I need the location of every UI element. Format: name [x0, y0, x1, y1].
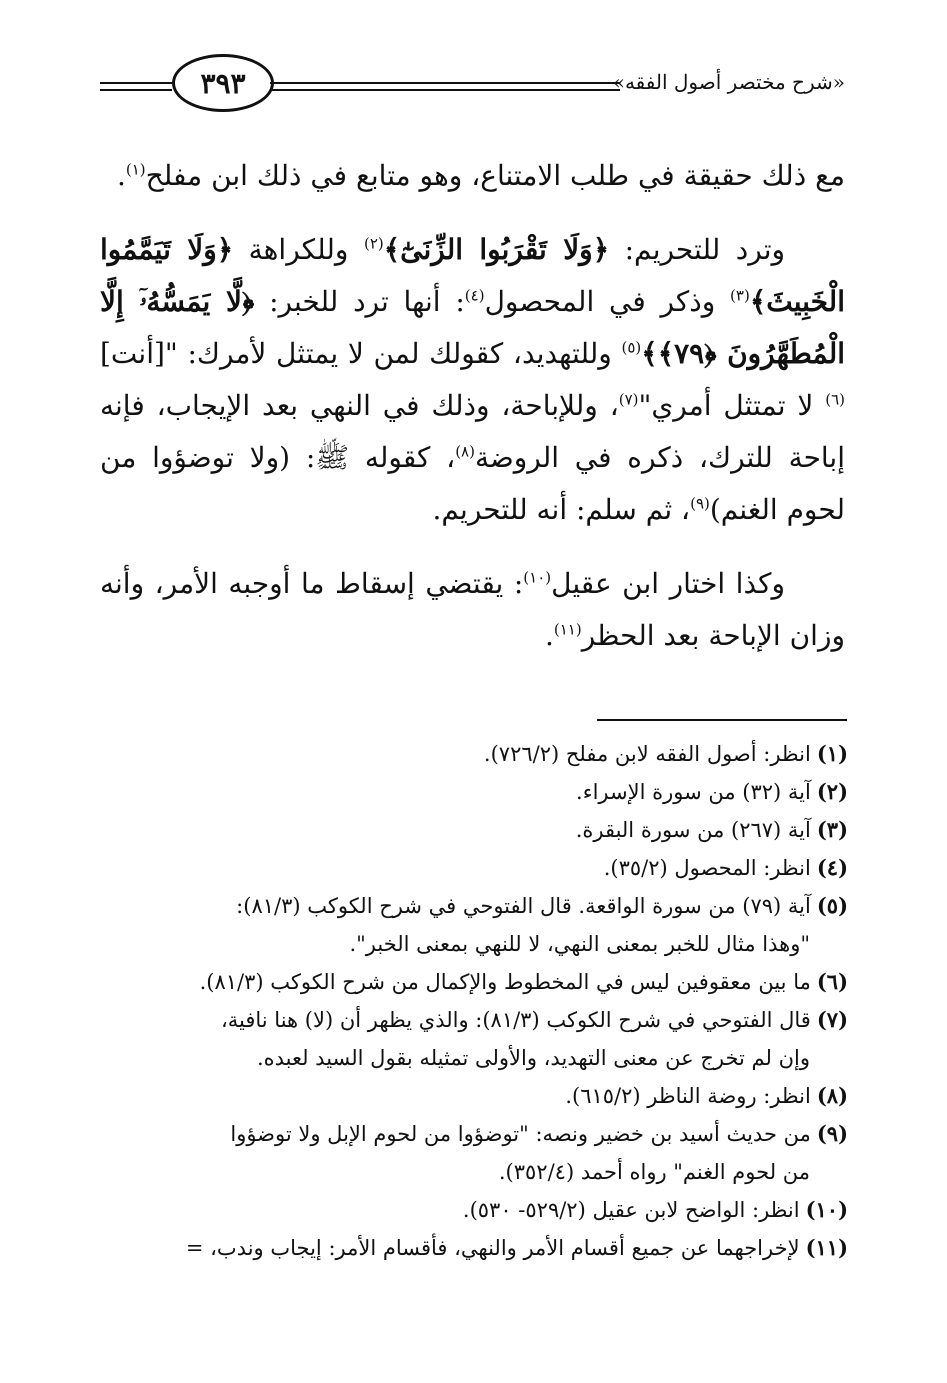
footnote-number: (٦) [816, 969, 848, 994]
header-rule-right [270, 82, 620, 91]
paragraph-2 [100, 224, 845, 536]
text-segment: وللتهديد، كقولك لمن لا يمتثل لأمرك: "[أنت] [100, 337, 622, 370]
footnotes [70, 735, 848, 1267]
footnote [70, 1191, 848, 1229]
footnote [70, 1077, 848, 1115]
text-segment: : يقتضي إسقاط ما أوجبه الأمر، وأنه وزان الإباحة بعد الحظر [100, 567, 845, 652]
footnote-continuation: "وهذا مثال للخبر بمعنى النهي، لا للنهي بمعنى الخبر". [349, 932, 810, 956]
footnote-text: انظر: المحصول (٣٥/٢). [603, 856, 811, 880]
footnote-ref-6: (٦) [825, 390, 846, 409]
footnote [70, 811, 848, 849]
footnote-number: (٣) [816, 817, 848, 842]
footnote-text: انظر: أصول الفقه لابن مفلح (٧٢٦/٢). [483, 742, 811, 766]
footnote-text: آية (٣٢) من سورة الإسراء. [576, 780, 811, 804]
footnote-number: (٨) [816, 1083, 848, 1108]
footnote-text: آية (٢٦٧) من سورة البقرة. [575, 818, 811, 842]
text-segment: لا تمتثل أمري" [638, 389, 826, 422]
footnote-text: قال الفتوحي في شرح الكوكب (٨١/٣): والذي يظهر أن (لا) هنا نافية، [220, 1008, 811, 1032]
quran-verse-3: ﴿لَّا يَمَسُّهُۥٓ إِلَّا الْمُطَهَّرُونَ ﴿٧٩﴾﴾ [100, 285, 845, 370]
text-segment: وذكر في المحصول [484, 285, 731, 318]
text-segment: ، وللإباحة، وذلك في النهي بعد الإيجاب، فإنه إباحة للترك، ذكره في الروضة [100, 389, 845, 474]
footnote-number: (٥) [816, 893, 848, 918]
main-text [100, 150, 845, 684]
header-rule-left [100, 82, 172, 91]
footnote-ref-10: (١٠) [523, 568, 552, 587]
page-number: ٣٩٣ [172, 54, 274, 112]
footnote-number: (١١) [805, 1235, 848, 1260]
footnote-text: ما بين معقوفين ليس في المخطوط والإكمال من شرح الكوكب (٨١/٣). [199, 970, 811, 994]
page-header [100, 52, 845, 112]
paragraph-3 [100, 558, 845, 662]
footnote-ref-4: (٤) [464, 286, 485, 305]
text-segment: وترد للتحريم: [609, 233, 786, 266]
footnote [70, 1001, 848, 1077]
text-segment: ، ثم سلم: أنه للتحريم. [432, 493, 691, 526]
footnote-number: (٧) [816, 1007, 848, 1032]
footnote-text: انظر: الواضح لابن عقيل (٥٢٩/٢- ٥٣٠). [462, 1198, 800, 1222]
footnote-continuation: وإن لم تخرج عن معنى التهديد، والأولى تمثيله بقول السيد لعبده. [256, 1046, 810, 1070]
footnote-number: (٢) [816, 779, 848, 804]
quran-verse-2: ﴿وَلَا تَيَمَّمُوا الْخَبِيثَ﴾ [100, 233, 845, 318]
footnote-ref-5: (٥) [621, 338, 642, 357]
paragraph-1: مع ذلك حقيقة في طلب الامتناع، وهو متابع في ذلك ابن مفلح$^{(١)}$. [116, 159, 845, 192]
footnote-ref-8: (٨) [455, 442, 475, 461]
quran-verse-1: ﴿وَلَا تَقْرَبُوا الزِّنَىٰٓ﴾ [383, 233, 610, 266]
footnote-ref-11: (١١) [553, 620, 582, 639]
text-segment: وكذا اختار ابن عقيل [551, 567, 785, 600]
footnote-number: (١٠) [805, 1197, 848, 1222]
paragraph-1-text: مع ذلك حقيقة في طلب الامتناع، وهو متابع في ذلك ابن مفلح [145, 159, 845, 192]
footnote-continuation: من لحوم الغنم" رواه أحمد (٣٥٢/٤). [498, 1160, 810, 1184]
footnote [70, 963, 848, 1001]
footnote-number: (١) [816, 741, 848, 766]
footnote-text: من حديث أسيد بن خضير ونصه: "توضؤوا من لحوم الإبل ولا توضؤوا [230, 1122, 811, 1146]
footnote-number: (٤) [816, 855, 848, 880]
footnote [70, 773, 848, 811]
footnote-ref-3: (٣) [730, 286, 750, 305]
footnote-ref-2: (٢) [363, 234, 384, 253]
text-segment: وللكراهة [233, 233, 364, 266]
footnote [70, 735, 848, 773]
text-segment: . [544, 619, 554, 652]
footnote [70, 887, 848, 963]
footnote [70, 849, 848, 887]
footnote-text: انظر: روضة الناظر (٦١٥/٢). [565, 1084, 811, 1108]
footnote-separator [597, 719, 847, 721]
footnote-text: لإخراجهما عن جميع أقسام الأمر والنهي، فأقسام الأمر: إيجاب وندب، = [185, 1236, 800, 1260]
footnote-ref-9: (٩) [690, 494, 710, 513]
footnote [70, 1229, 848, 1267]
text-segment: ، كقوله ﷺ: (ولا توضؤوا من لحوم الغنم) [100, 441, 845, 526]
footnote-number: (٩) [816, 1121, 848, 1146]
running-title: «شرح مختصر أصول الفقه» [612, 70, 845, 94]
footnote-text: آية (٧٩) من سورة الواقعة. قال الفتوحي في شرح الكوكب (٨١/٣): [236, 894, 811, 918]
footnote-ref-1: (١) [125, 160, 146, 179]
footnote [70, 1115, 848, 1191]
footnote-ref-7: (٧) [618, 390, 639, 409]
text-segment: : أنها ترد للخبر: [254, 285, 465, 318]
